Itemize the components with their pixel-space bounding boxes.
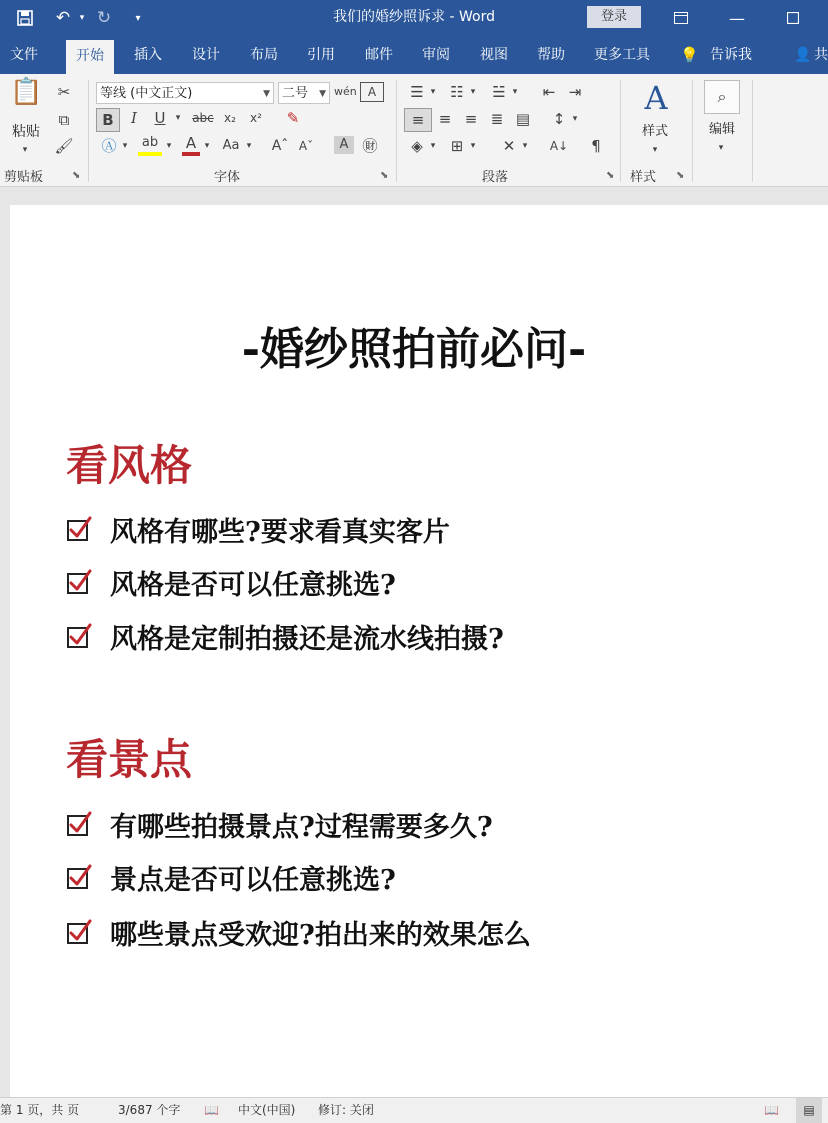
checkbox-checked-icon [66,623,92,649]
checkbox-checked-icon [66,919,92,945]
chevron-down-icon: ▼ [319,89,326,99]
font-size-value: 二号 [282,86,309,101]
format-painter-icon[interactable]: 🖌 [54,137,74,155]
checklist-item-text: 风格有哪些?要求看真实客片 [110,516,450,548]
editing-button-label[interactable]: 编辑 [708,122,735,137]
clipboard-group-label: 剪贴板 [4,170,44,185]
undo-icon[interactable]: ↶ [55,8,71,28]
paragraph-launcher-icon[interactable]: ⬊ [606,170,615,181]
checklist-item-text: 哪些景点受欢迎?拍出来的效果怎么 [110,919,531,951]
checklist-item [66,562,396,602]
align-left-icon[interactable]: ≡ [404,108,432,132]
cut-icon[interactable]: ✂ [57,83,71,101]
tab-help[interactable]: 帮助 [537,47,565,63]
tab-file[interactable]: 文件 [10,47,38,63]
styles-launcher-icon[interactable]: ⬊ [676,170,685,181]
document-page[interactable] [10,205,828,1097]
ribbon-display-options-icon[interactable] [668,0,694,36]
print-layout-icon[interactable]: ▤ [796,1098,822,1123]
sort-icon[interactable]: A↓ [549,139,569,153]
decrease-indent-icon[interactable]: ⇤ [542,83,556,101]
multilevel-list-icon[interactable]: ☱ [492,83,506,101]
underline-icon[interactable]: U [154,109,166,127]
strikethrough-icon[interactable]: abc [192,111,214,125]
font-name-value: 等线 (中文正文) [100,86,193,101]
checklist-item [66,616,504,656]
window-title: 我们的婚纱照诉求 - Word [333,9,495,25]
bullets-icon[interactable]: ☰ [410,83,424,101]
title-bar [0,0,828,36]
tab-review[interactable]: 审阅 [422,47,450,63]
clear-formatting-icon[interactable]: ✎ [286,109,300,127]
font-launcher-icon[interactable]: ⬊ [380,170,389,181]
minimize-icon[interactable]: — [729,8,745,28]
asian-layout-dropdown-icon[interactable]: ▾ [522,141,528,151]
save-icon[interactable] [12,0,38,36]
enclose-characters-icon[interactable]: ㊖ [362,137,378,155]
numbering-icon[interactable]: ☷ [450,83,464,101]
align-right-icon[interactable]: ≡ [464,110,478,128]
tab-insert[interactable]: 插入 [134,47,162,63]
change-case-icon[interactable]: Aa [222,138,240,153]
redo-icon[interactable]: ↻ [96,8,112,28]
separator [396,80,397,182]
line-spacing-icon[interactable]: ↕ [552,110,566,128]
paragraph-group-label: 段落 [482,170,509,185]
checkbox-checked-icon [66,569,92,595]
shading-dropdown-icon[interactable]: ▾ [430,141,436,151]
clipboard-launcher-icon[interactable]: ⬊ [72,170,81,181]
track-changes-status[interactable]: 修订: 关闭 [318,1103,374,1117]
asian-layout-icon[interactable]: ✕ [502,137,516,155]
status-bar [0,1097,828,1123]
underline-dropdown-icon[interactable]: ▾ [175,113,181,123]
tab-home[interactable]: 开始 [66,40,114,74]
character-shading-icon[interactable]: A [334,136,354,154]
font-color-dropdown-icon[interactable]: ▾ [204,141,210,151]
borders-dropdown-icon[interactable]: ▾ [470,141,476,151]
paste-dropdown-icon[interactable]: ▾ [22,145,28,155]
separator [752,80,753,182]
justify-icon[interactable]: ≣ [490,110,504,128]
checklist-item [66,804,493,844]
paste-button-label[interactable]: 粘贴 [12,124,40,140]
align-center-icon[interactable]: ≡ [438,110,452,128]
paste-icon[interactable]: 📋 [10,77,43,107]
login-button[interactable]: 登录 [587,6,641,28]
ribbon-home [0,74,828,187]
chevron-down-icon: ▼ [263,89,270,99]
superscript-icon[interactable]: x² [250,111,262,125]
highlight-dropdown-icon[interactable]: ▾ [166,141,172,151]
styles-dropdown-icon[interactable]: ▾ [652,145,658,155]
separator [620,80,621,182]
document-area [0,187,828,1097]
tab-view[interactable]: 视图 [480,47,508,63]
tab-mailings[interactable]: 邮件 [365,47,393,63]
shading-icon[interactable]: ◈ [411,137,423,155]
text-effects-dropdown-icon[interactable]: ▾ [122,141,128,151]
grow-font-icon[interactable]: Aˆ [271,138,289,154]
checklist-item-text: 风格是定制拍摄还是流水线拍摄? [110,623,504,655]
bold-icon[interactable]: B [96,108,120,132]
separator [692,80,693,182]
undo-dropdown-icon[interactable]: ▾ [79,13,85,23]
show-formatting-icon[interactable]: ¶ [591,137,601,155]
checklist-item [66,912,531,952]
change-case-dropdown-icon[interactable]: ▾ [246,141,252,151]
phonetic-guide-icon[interactable]: wén [334,85,357,98]
tab-share[interactable]: 共 [814,47,828,63]
multilevel-dropdown-icon[interactable]: ▾ [512,87,518,97]
copy-icon[interactable]: ⧉ [58,111,70,129]
page-count[interactable]: 第 1 页，共 页 [0,1103,80,1117]
highlight-icon[interactable]: ab [138,134,162,156]
line-spacing-dropdown-icon[interactable]: ▾ [572,114,578,124]
tab-tell-me[interactable]: 告诉我 [710,47,752,63]
shrink-font-icon[interactable]: Aˇ [298,139,314,153]
character-border-icon[interactable]: A [360,82,384,102]
ribbon-tabs [0,36,828,74]
styles-group-label: 样式 [630,170,657,185]
customize-toolbar-icon[interactable]: ▾ [135,12,141,24]
text-effects-icon[interactable]: Ⓐ [101,137,117,155]
tab-layout[interactable]: 布局 [250,47,278,63]
editing-dropdown-icon[interactable]: ▾ [718,143,724,153]
tab-more-tools[interactable]: 更多工具 [594,47,650,63]
tab-design[interactable]: 设计 [192,47,220,63]
checkbox-checked-icon [66,516,92,542]
separator [88,80,89,182]
styles-icon[interactable]: A [644,79,668,117]
section-heading-style: 看风格 [66,441,193,490]
share-icon[interactable]: 👤 [794,47,812,63]
document-title: -婚纱照拍前必问- [241,324,587,375]
distributed-icon[interactable]: ▤ [515,110,531,128]
proofing-icon[interactable]: 📖 [204,1103,219,1117]
read-mode-icon[interactable]: 📖 [764,1103,779,1117]
italic-icon[interactable]: I [131,109,137,127]
checklist-item [66,509,450,549]
increase-indent-icon[interactable]: ⇥ [568,83,582,101]
borders-icon[interactable]: ⊞ [450,137,464,155]
font-size-dropdown[interactable] [278,82,330,104]
checklist-item-text: 风格是否可以任意挑选? [110,569,396,601]
find-icon[interactable]: ⌕ [704,80,740,114]
lightbulb-icon: 💡 [680,46,699,64]
word-count[interactable]: 3/687 个字 [118,1103,181,1117]
bullets-dropdown-icon[interactable]: ▾ [430,87,436,97]
tab-references[interactable]: 引用 [307,47,335,63]
checklist-item-text: 景点是否可以任意挑选? [110,864,396,896]
font-group-label: 字体 [214,170,241,185]
checkbox-checked-icon [66,811,92,837]
language-indicator[interactable]: 中文(中国) [238,1103,296,1117]
font-color-icon[interactable]: A [182,134,200,156]
checklist-item-text: 有哪些拍摄景点?过程需要多久? [110,811,493,843]
section-heading-spots: 看景点 [66,735,193,784]
checkbox-checked-icon [66,864,92,890]
subscript-icon[interactable]: x₂ [224,111,236,125]
maximize-icon[interactable] [778,0,808,36]
numbering-dropdown-icon[interactable]: ▾ [470,87,476,97]
checklist-item [66,857,396,897]
styles-button-label[interactable]: 样式 [641,124,668,139]
font-name-dropdown[interactable] [96,82,274,104]
